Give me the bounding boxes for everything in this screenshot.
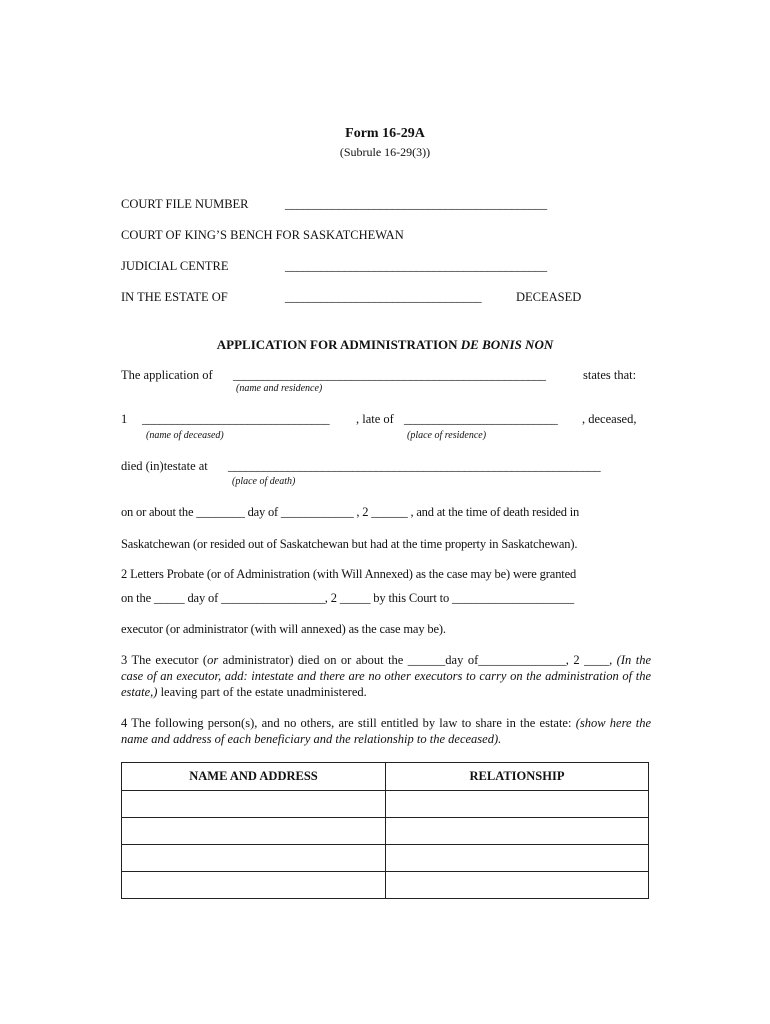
- table-row: [122, 872, 649, 899]
- table-row: [122, 845, 649, 872]
- para4-italic: (show here the name and address of each beneficiary and the relationship to the deceased).: [121, 716, 652, 746]
- applicant-field[interactable]: _____________________________________________________: [233, 368, 546, 382]
- heading-italic: DE BONIS NON: [460, 337, 554, 352]
- judicial-centre-field[interactable]: ____________________________________________: [285, 259, 547, 273]
- relationship-cell[interactable]: [386, 845, 649, 872]
- beneficiary-table: [121, 762, 649, 899]
- table-row: [122, 818, 649, 845]
- name-address-cell[interactable]: [122, 818, 386, 845]
- application-heading: [0, 337, 770, 353]
- para3-or: or: [207, 653, 219, 667]
- hint-name-residence: (name and residence): [236, 383, 323, 394]
- court-name: COURT OF KING’S BENCH FOR SASKATCHEWAN: [121, 228, 404, 242]
- judicial-centre-label: JUDICIAL CENTRE: [121, 259, 229, 273]
- para2-line2: on the _____ day of _________________, 2 _____ by this Court to ____________________: [121, 591, 575, 605]
- name-address-cell[interactable]: [122, 791, 386, 818]
- died-prefix: died (in)testate at: [121, 459, 208, 473]
- table-row: [122, 791, 649, 818]
- para3-lead: 3 The executor (: [121, 653, 208, 667]
- para3: [121, 652, 651, 700]
- deceased-label: DECEASED: [516, 290, 582, 304]
- form-subrule: (Subrule 16-29(3)): [339, 145, 431, 159]
- intro-prefix: The application of: [121, 368, 213, 382]
- court-file-number-label: COURT FILE NUMBER: [121, 197, 249, 211]
- intro-suffix: states that:: [583, 368, 637, 382]
- para1-date-line: on or about the ________ day of ____________ , 2 ______ , and at the time of death resided in: [121, 505, 580, 519]
- para1-residence-line: Saskatchewan (or resided out of Saskatchewan but had at the time property in Saskatchewan).: [121, 537, 578, 551]
- deceased-name-field[interactable]: ________________________________: [142, 412, 330, 426]
- relationship-cell[interactable]: [386, 872, 649, 899]
- para1-number: 1: [121, 412, 128, 426]
- para3-tail: leaving part of the estate unadministered.: [157, 685, 367, 699]
- deceased-suffix: , deceased,: [582, 412, 637, 426]
- hint-place-of-residence: (place of residence): [407, 430, 487, 441]
- para2-line1: 2 Letters Probate (or of Administration (with Will Annexed) as the case may be) were granted: [121, 567, 577, 581]
- para4: [121, 715, 651, 747]
- relationship-cell[interactable]: [386, 791, 649, 818]
- table-header-row: [122, 763, 649, 791]
- para3-italic: (In the case of an executor, add: intestate and there are no other executors to carry on the administration of the estate,): [121, 653, 651, 699]
- estate-label: IN THE ESTATE OF: [121, 290, 228, 304]
- relationship-cell[interactable]: [386, 818, 649, 845]
- form-title: Form 16-29A: [345, 126, 425, 141]
- place-of-death-field[interactable]: _______________________________________________________________: [228, 459, 601, 473]
- para3-mid: administrator) died on or about the ______day of______________, 2 ____,: [218, 653, 613, 667]
- residence-field[interactable]: __________________________: [404, 412, 558, 426]
- hint-place-of-death: (place of death): [232, 476, 296, 487]
- col-relationship: RELATIONSHIP: [386, 763, 649, 791]
- col-name-address: NAME AND ADDRESS: [122, 763, 386, 791]
- estate-field[interactable]: _________________________________: [285, 290, 482, 304]
- name-address-cell[interactable]: [122, 845, 386, 872]
- late-of-label: , late of: [356, 412, 394, 426]
- para2-line3: executor (or administrator (with will annexed) as the case may be).: [121, 622, 446, 636]
- name-address-cell[interactable]: [122, 872, 386, 899]
- heading-main: APPLICATION FOR ADMINISTRATION: [216, 337, 461, 352]
- court-file-number-field[interactable]: ____________________________________________: [285, 197, 547, 211]
- para4-lead: 4 The following person(s), and no others, are still entitled by law to share in the estate:: [121, 716, 576, 730]
- hint-name-of-deceased: (name of deceased): [146, 430, 224, 441]
